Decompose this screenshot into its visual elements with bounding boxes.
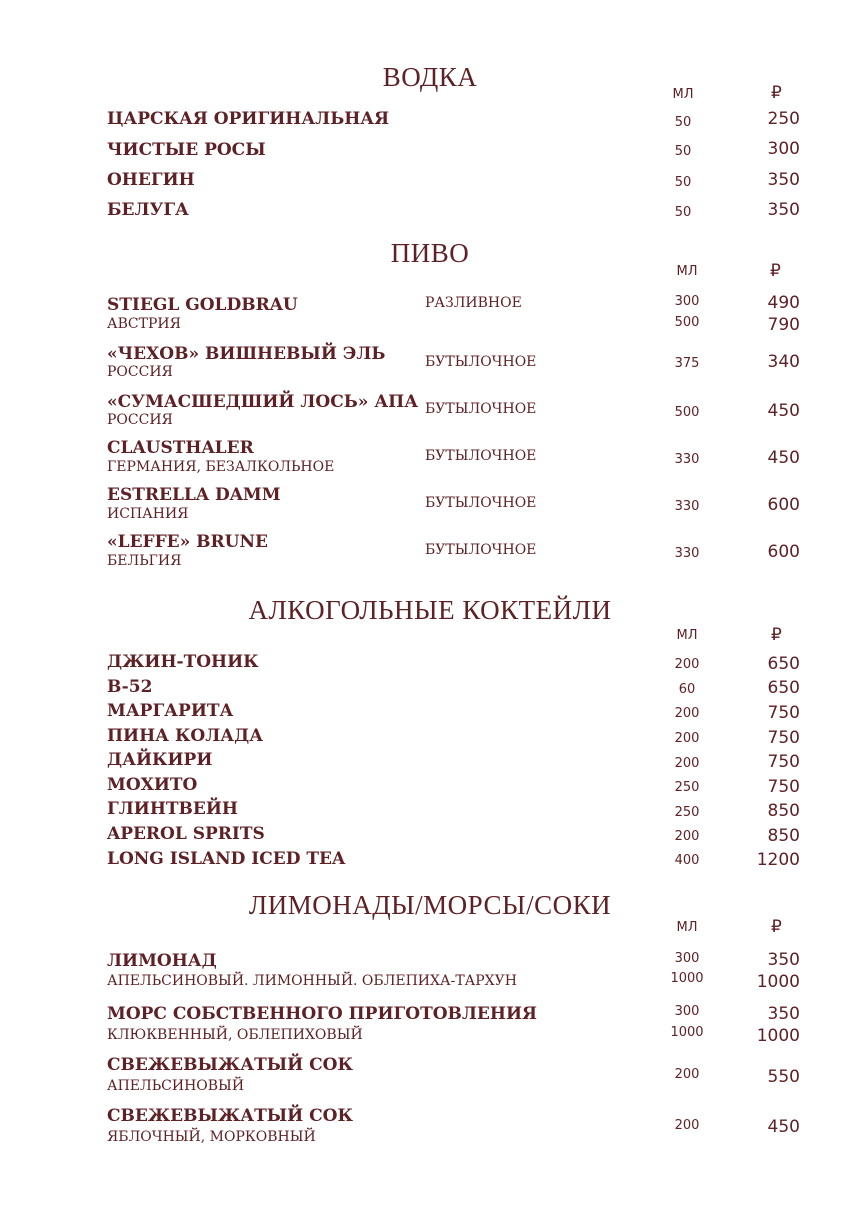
section-title-vodka: ВОДКА — [382, 62, 478, 92]
menu-item-origin: АВСТРИЯ — [107, 316, 181, 332]
menu-item-origin: РОССИЯ — [107, 364, 173, 380]
menu-item-ml: 500 — [674, 405, 700, 420]
menu-item-price: 550 — [767, 1067, 800, 1087]
menu-item-type: БУТЫЛОЧНОЕ — [425, 354, 537, 370]
menu-item-ml: 330 — [674, 546, 700, 561]
ml-column-header: МЛ — [676, 920, 698, 935]
section-title-cocktails: АЛКОГОЛЬНЫЕ КОКТЕЙЛИ — [248, 595, 612, 625]
menu-item-price: 250 — [767, 109, 800, 129]
ruble-icon: ₽ — [771, 625, 782, 645]
ruble-icon: ₽ — [771, 917, 782, 937]
menu-item-price: 850 — [767, 801, 800, 821]
menu-item-name: БЕЛУГА — [107, 200, 189, 220]
menu-item-ml: 60 — [678, 682, 696, 697]
menu-item-ml: 200 — [674, 706, 700, 721]
menu-item-name: CLAUSTHALER — [107, 438, 254, 458]
menu-item-name: ПИНА КОЛАДА — [107, 726, 264, 746]
menu-item-ml: 50 — [674, 144, 692, 159]
ruble-icon: ₽ — [771, 83, 782, 103]
menu-item-name: «LEFFE» BRUNE — [107, 532, 268, 552]
menu-item-price: 350 — [767, 950, 800, 970]
menu-item-name: ESTRELLA DAMM — [107, 485, 281, 505]
menu-item-name: СВЕЖЕВЫЖАТЫЙ СОК — [107, 1106, 353, 1126]
ruble-icon: ₽ — [770, 261, 781, 281]
menu-item-name: ЧИСТЫЕ РОСЫ — [107, 140, 266, 160]
menu-item-price: 450 — [767, 401, 800, 421]
menu-item-ml: 200 — [674, 731, 700, 746]
menu-item-price: 490 — [767, 293, 800, 313]
menu-item-name: APEROL SPRITS — [107, 824, 265, 844]
menu-item-price: 350 — [767, 1004, 800, 1024]
menu-item-name: СВЕЖЕВЫЖАТЫЙ СОК — [107, 1055, 353, 1075]
menu-item-name: ДАЙКИРИ — [107, 750, 213, 770]
menu-item-type: РАЗЛИВНОЕ — [425, 295, 522, 311]
menu-item-type: БУТЫЛОЧНОЕ — [425, 448, 537, 464]
menu-item-ml: 50 — [674, 205, 692, 220]
menu-item-price: 600 — [767, 495, 800, 515]
menu-item-price: 750 — [767, 703, 800, 723]
menu-item-price: 750 — [767, 752, 800, 772]
menu-item-type: БУТЫЛОЧНОЕ — [425, 495, 537, 511]
menu-item-price: 750 — [767, 777, 800, 797]
menu-item-name: ГЛИНТВЕЙН — [107, 799, 238, 819]
menu-item-ml: 200 — [674, 1067, 700, 1082]
menu-item-price: 850 — [767, 826, 800, 846]
menu-item-name: B-52 — [107, 677, 153, 697]
menu-item-ml: 50 — [674, 175, 692, 190]
menu-item-type: БУТЫЛОЧНОЕ — [425, 542, 537, 558]
menu-item-price: 300 — [767, 139, 800, 159]
menu-item-origin: ГЕРМАНИЯ, БЕЗАЛКОЛЬНОЕ — [107, 459, 335, 475]
menu-item-name: ДЖИН-ТОНИК — [107, 652, 259, 672]
menu-item-ml: 200 — [674, 829, 700, 844]
menu-item-ml: 300 — [674, 294, 700, 309]
menu-item-price: 450 — [767, 1117, 800, 1137]
menu-item-name: LONG ISLAND ICED TEA — [107, 849, 346, 869]
menu-item-name: «СУМАСШЕДШИЙ ЛОСЬ» АПА — [107, 392, 419, 412]
menu-item-ml: 330 — [674, 452, 700, 467]
menu-item-origin: РОССИЯ — [107, 412, 173, 428]
menu-item-price: 600 — [767, 542, 800, 562]
section-title-soft-drinks: ЛИМОНАДЫ/МОРСЫ/СОКИ — [248, 890, 612, 920]
menu-item-name: ЛИМОНАД — [107, 951, 217, 971]
menu-item-price: 340 — [767, 352, 800, 372]
menu-item-name: МОРС СОБСТВЕННОГО ПРИГОТОВЛЕНИЯ — [107, 1004, 538, 1024]
menu-item-ml: 1000 — [670, 1025, 704, 1040]
menu-item-ml: 200 — [674, 756, 700, 771]
menu-item-name: ОНЕГИН — [107, 170, 195, 190]
menu-item-price: 1000 — [756, 972, 800, 992]
menu-item-ml: 500 — [674, 315, 700, 330]
section-title-beer: ПИВО — [390, 238, 470, 268]
menu-item-price: 790 — [767, 315, 800, 335]
menu-item-description: ЯБЛОЧНЫЙ, МОРКОВНЫЙ — [107, 1129, 316, 1145]
menu-item-ml: 250 — [674, 780, 700, 795]
menu-item-description: АПЕЛЬСИНОВЫЙ. ЛИМОННЫЙ. ОБЛЕПИХА-ТАРХУН — [107, 973, 517, 989]
ml-column-header: МЛ — [676, 628, 698, 643]
menu-item-type: БУТЫЛОЧНОЕ — [425, 401, 537, 417]
menu-item-price: 650 — [767, 654, 800, 674]
menu-item-price: 650 — [767, 678, 800, 698]
menu-item-name: МОХИТО — [107, 775, 198, 795]
menu-item-ml: 375 — [674, 356, 700, 371]
menu-item-ml: 330 — [674, 499, 700, 514]
menu-item-price: 1200 — [756, 850, 800, 870]
menu-item-price: 750 — [767, 728, 800, 748]
menu-item-ml: 400 — [674, 853, 700, 868]
menu-item-name: «ЧЕХОВ» ВИШНЕВЫЙ ЭЛЬ — [107, 344, 386, 364]
menu-item-description: КЛЮКВЕННЫЙ, ОБЛЕПИХОВЫЙ — [107, 1027, 363, 1043]
menu-item-ml: 1000 — [670, 971, 704, 986]
menu-item-name: ЦАРСКАЯ ОРИГИНАЛЬНАЯ — [107, 109, 390, 129]
menu-item-price: 350 — [767, 170, 800, 190]
menu-item-price: 450 — [767, 448, 800, 468]
menu-item-name: STIEGL GOLDBRAU — [107, 295, 298, 315]
menu-item-ml: 200 — [674, 657, 700, 672]
menu-item-ml: 200 — [674, 1118, 700, 1133]
menu-item-origin: ИСПАНИЯ — [107, 506, 189, 522]
menu-item-ml: 300 — [674, 951, 700, 966]
menu-item-price: 350 — [767, 200, 800, 220]
ml-column-header: МЛ — [672, 87, 694, 102]
menu-item-ml: 50 — [674, 115, 692, 130]
ml-column-header: МЛ — [676, 264, 698, 279]
menu-item-description: АПЕЛЬСИНОВЫЙ — [107, 1078, 245, 1094]
menu-item-origin: БЕЛЬГИЯ — [107, 553, 182, 569]
menu-item-ml: 300 — [674, 1004, 700, 1019]
menu-item-name: МАРГАРИТА — [107, 701, 234, 721]
menu-item-price: 1000 — [756, 1026, 800, 1046]
menu-item-ml: 250 — [674, 805, 700, 820]
